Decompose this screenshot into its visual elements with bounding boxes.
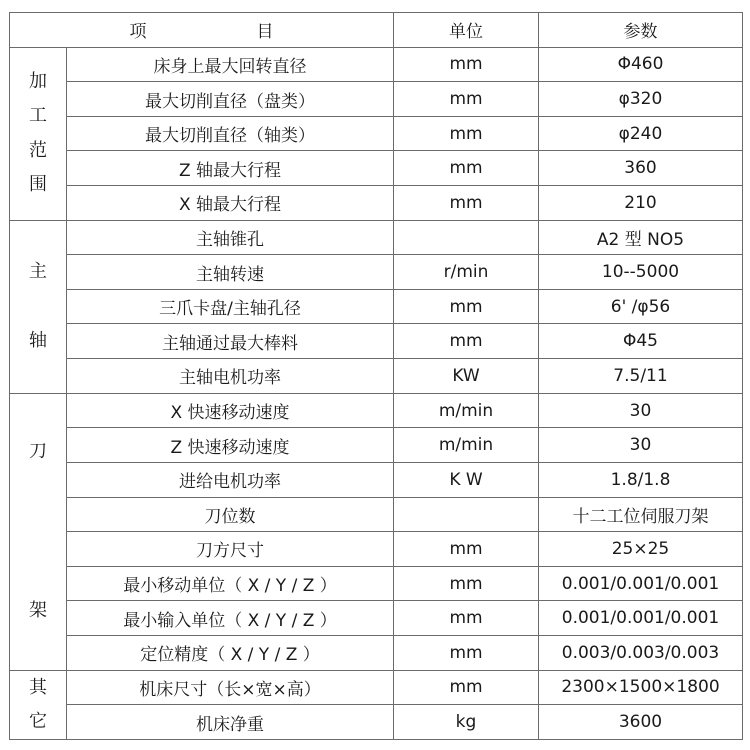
value-cell: φ240 <box>539 116 743 151</box>
item-cell: X 快速移动速度 <box>67 393 394 428</box>
table-row <box>10 82 743 117</box>
value-cell: 30 <box>539 428 743 463</box>
unit-cell: mm <box>394 324 539 359</box>
value-cell: φ320 <box>539 82 743 117</box>
table-row <box>10 497 743 532</box>
unit-cell: mm <box>394 151 539 186</box>
item-cell: 主轴电机功率 <box>67 359 394 394</box>
table-row <box>10 359 743 394</box>
item-cell: 三爪卡盘/主轴孔径 <box>67 289 394 324</box>
unit-cell <box>394 220 539 255</box>
item-cell: 主轴锥孔 <box>67 220 394 255</box>
value-cell: 10--5000 <box>539 255 743 290</box>
value-cell: 3600 <box>539 705 743 740</box>
unit-cell: mm <box>394 82 539 117</box>
unit-cell: m/min <box>394 428 539 463</box>
unit-cell: m/min <box>394 393 539 428</box>
unit-cell: mm <box>394 601 539 636</box>
group-label-spindle: 主 轴 <box>10 220 67 393</box>
table-row <box>10 186 743 221</box>
item-cell: 机床净重 <box>67 705 394 740</box>
item-cell: 机床尺寸（长×宽×高） <box>67 670 394 705</box>
item-cell: Z 快速移动速度 <box>67 428 394 463</box>
item-cell: 最小移动单位（ X / Y / Z ） <box>67 566 394 601</box>
value-cell: 6' /φ56 <box>539 289 743 324</box>
unit-cell: mm <box>394 670 539 705</box>
unit-cell: kg <box>394 705 539 740</box>
unit-cell: mm <box>394 47 539 82</box>
table-row <box>10 324 743 359</box>
table-row <box>10 393 743 428</box>
unit-cell <box>394 497 539 532</box>
value-cell: 1.8/1.8 <box>539 462 743 497</box>
item-cell: 定位精度（ X / Y / Z ） <box>67 635 394 670</box>
table-row <box>10 289 743 324</box>
unit-cell: mm <box>394 532 539 567</box>
item-cell: 主轴转速 <box>67 255 394 290</box>
value-cell: Φ460 <box>539 47 743 82</box>
header-item: 项 目 <box>10 13 394 48</box>
value-cell: 0.003/0.003/0.003 <box>539 635 743 670</box>
item-cell: 最大切削直径（盘类） <box>67 82 394 117</box>
table-row <box>10 635 743 670</box>
table-row <box>10 116 743 151</box>
table-row <box>10 462 743 497</box>
group-label-turret: 刀 架 <box>10 393 67 670</box>
item-cell: 床身上最大回转直径 <box>67 47 394 82</box>
item-cell: 进给电机功率 <box>67 462 394 497</box>
value-cell: A2 型 NO5 <box>539 220 743 255</box>
value-cell: 25×25 <box>539 532 743 567</box>
value-cell: 210 <box>539 186 743 221</box>
unit-cell: mm <box>394 289 539 324</box>
item-cell: 主轴通过最大棒料 <box>67 324 394 359</box>
table-row <box>10 428 743 463</box>
table-row <box>10 566 743 601</box>
value-cell: 0.001/0.001/0.001 <box>539 566 743 601</box>
header-row <box>10 13 743 48</box>
table-row <box>10 220 743 255</box>
value-cell: 360 <box>539 151 743 186</box>
table-row <box>10 532 743 567</box>
unit-cell: mm <box>394 566 539 601</box>
header-unit: 单位 <box>394 13 539 48</box>
value-cell: 0.001/0.001/0.001 <box>539 601 743 636</box>
value-cell: 十二工位伺服刀架 <box>539 497 743 532</box>
item-cell: 刀方尺寸 <box>67 532 394 567</box>
header-param: 参数 <box>539 13 743 48</box>
table-row <box>10 705 743 740</box>
table-row <box>10 255 743 290</box>
value-cell: 30 <box>539 393 743 428</box>
unit-cell: r/min <box>394 255 539 290</box>
group-label-machining-range: 加 工 范 围 <box>10 47 67 220</box>
unit-cell: KW <box>394 359 539 394</box>
value-cell: 7.5/11 <box>539 359 743 394</box>
item-cell: Z 轴最大行程 <box>67 151 394 186</box>
unit-cell: mm <box>394 186 539 221</box>
unit-cell: mm <box>394 116 539 151</box>
value-cell: 2300×1500×1800 <box>539 670 743 705</box>
group-label-other: 其 它 <box>10 670 67 739</box>
item-cell: 刀位数 <box>67 497 394 532</box>
item-cell: 最小输入单位（ X / Y / Z ） <box>67 601 394 636</box>
spec-table <box>9 12 743 740</box>
table-row <box>10 151 743 186</box>
value-cell: Φ45 <box>539 324 743 359</box>
unit-cell: mm <box>394 635 539 670</box>
item-cell: 最大切削直径（轴类） <box>67 116 394 151</box>
item-cell: X 轴最大行程 <box>67 186 394 221</box>
table-row <box>10 47 743 82</box>
unit-cell: K W <box>394 462 539 497</box>
table-row <box>10 670 743 705</box>
table-row <box>10 601 743 636</box>
